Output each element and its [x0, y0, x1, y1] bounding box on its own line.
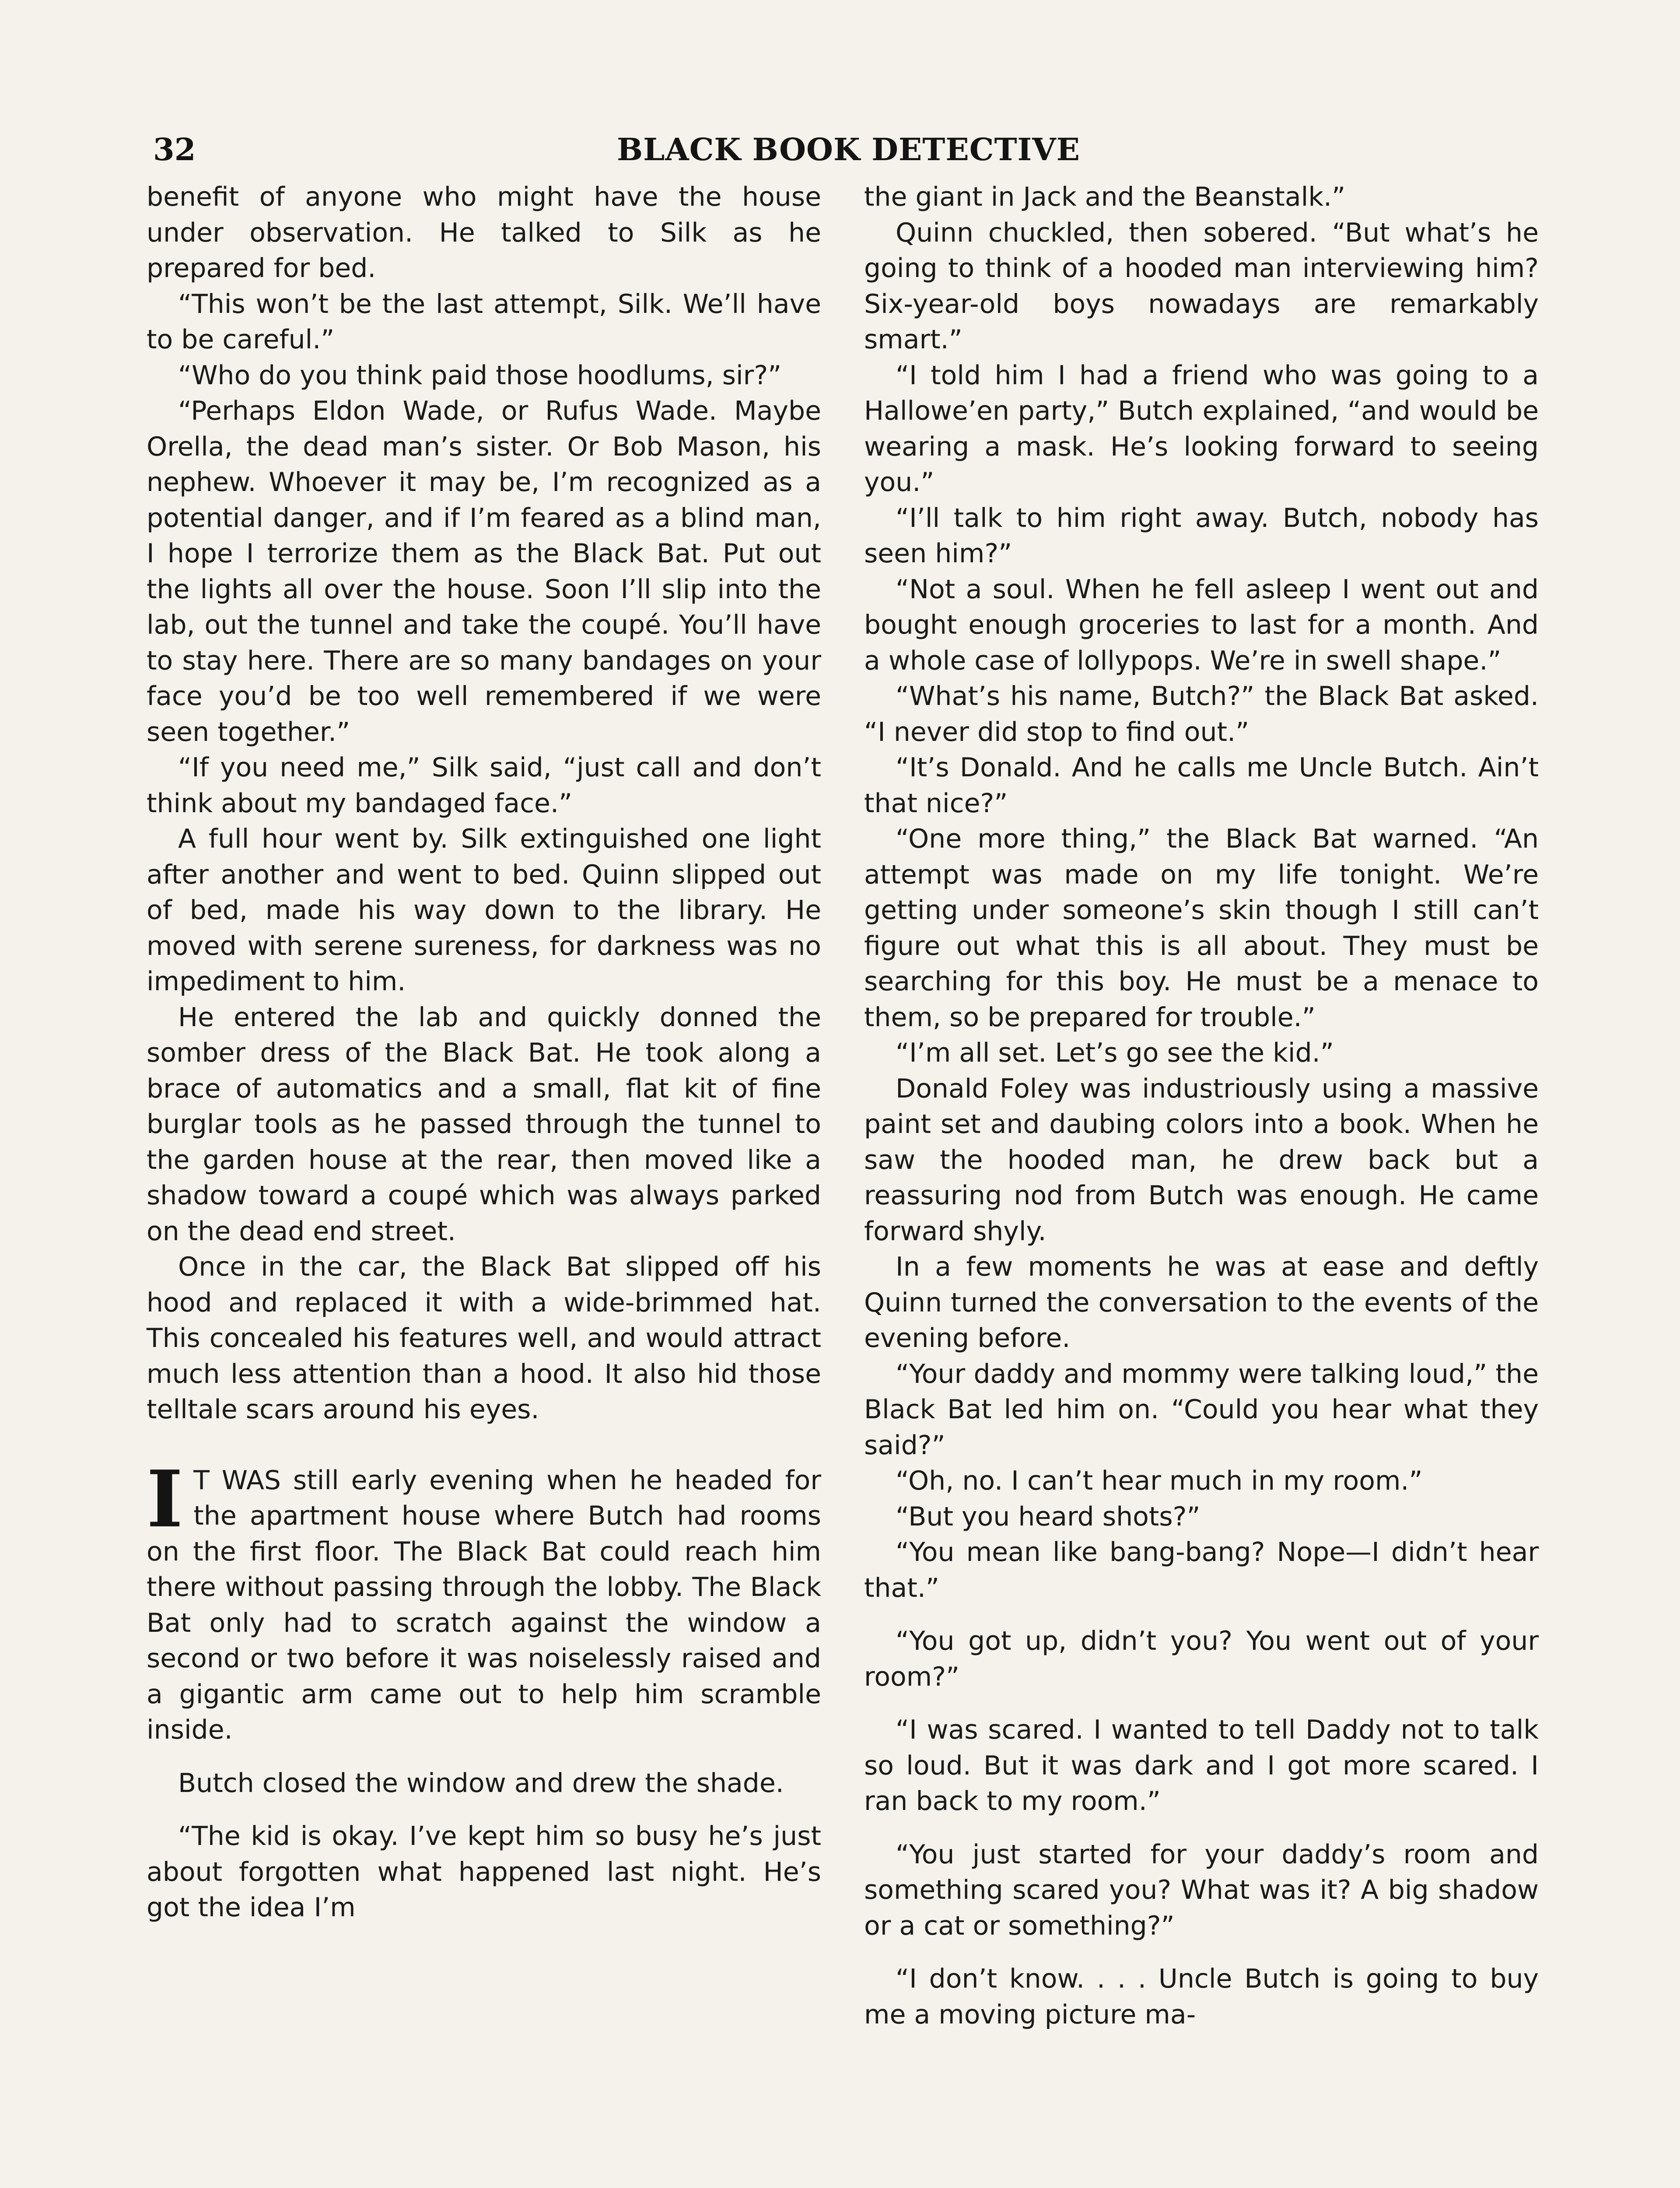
paragraph: “But you heard shots?”	[896, 1501, 1200, 1532]
paragraph: In a few moments he was at ease and deftly Quinn turned the conversation to the events of the evening before.	[864, 1252, 1539, 1353]
paragraph: the giant in Jack and the Beanstalk.”	[864, 182, 1346, 212]
paragraph: “Perhaps Eldon Wade, or Rufus Wade. Maybe Orella, the dead man’s sister. Or Bob Mason, his nephew. Whoever it may be, I’m recognized as a potential danger, and if I’m feared as a blind man, I hope I terrorize them as the Black Bat. Put out the lights all over the house. Soon I’ll slip into the lab, out the tunnel and take the coupé. You’ll have to stay here. There are so many bandages on your face you’d be too well remembered if we were seen together.”	[147, 396, 821, 747]
paragraph: “Oh, no. I can’t hear much in my room.”	[896, 1466, 1423, 1496]
paragraph: benefit of anyone who might have the house under observation. He talked to Silk as he prepared for bed.	[147, 182, 821, 284]
paragraph: Quinn chuckled, then sobered. “But what’s he going to think of a hooded man interviewing him? Six-year-old boys nowadays are remarkably smart.”	[864, 217, 1539, 355]
paragraph: “You mean like bang-bang? Nope—I didn’t hear that.”	[864, 1537, 1539, 1603]
paragraph: Butch closed the window and drew the shade.	[178, 1767, 784, 1799]
paragraph: “If you need me,” Silk said, “just call and don’t think about my bandaged face.”	[147, 752, 821, 819]
paragraph-text: T WAS still early evening when he headed for the apartment house where Butch had rooms on the first floor. The Black Bat could reach him there without passing through the lobby. The Black Bat only had to scratch against the window a second or two before it was noiselessly raised and a gigantic arm came out to help him scramble inside.	[147, 1465, 821, 1745]
paragraph: “One more thing,” the Black Bat warned. “An attempt was made on my life tonight. We’re getting under someone’s skin though I still can’t figure out what this is all about. They must be searching for this boy. He must be a menace to them, so be prepared for trouble.”	[864, 824, 1539, 1033]
paragraph: “You just started for your daddy’s room and something scared you? What was it? A big shadow or a cat or something?”	[864, 1839, 1539, 1941]
paragraph: Donald Foley was industriously using a massive paint set and daubing colors into a book. When he saw the hooded man, he drew back but a reassuring nod from Butch was enough. He came forward shyly.	[864, 1073, 1539, 1247]
left-text-column	[147, 179, 821, 1926]
paragraph: “What’s his name, Butch?” the Black Bat asked. “I never did stop to find out.”	[864, 681, 1539, 747]
paragraph: “I don’t know. . . . Uncle Butch is going to buy me a moving picture ma-	[864, 1964, 1539, 2030]
page-number: 32	[153, 131, 196, 168]
section-opening-paragraph	[147, 1453, 821, 1748]
paragraph: “I told him I had a friend who was going to a Hallowe’en party,” Butch explained, “and would be wearing a mask. He’s looking forward to seeing you.”	[864, 360, 1539, 498]
paragraph: “Your daddy and mommy were talking loud,” the Black Bat led him on. “Could you hear what they said?”	[864, 1358, 1539, 1461]
paragraph: “The kid is okay. I’ve kept him so busy he’s just about forgotten what happened last night. He’s got the idea I’m	[147, 1821, 821, 1923]
paragraph: “Who do you think paid those hoodlums, sir?”	[178, 360, 782, 391]
right-text-column	[864, 179, 1539, 2033]
paragraph: “I’m all set. Let’s go see the kid.”	[896, 1038, 1334, 1068]
paragraph: “You got up, didn’t you? You went out of your room?”	[864, 1626, 1539, 1692]
page-header	[147, 131, 1542, 175]
paragraph: “I’ll talk to him right away. Butch, nobody has seen him?”	[864, 502, 1539, 569]
drop-cap-initial: I	[147, 1453, 183, 1545]
paragraph: “Not a soul. When he fell asleep I went out and bought enough groceries to last for a month. And a whole case of lollypops. We’re in swell shape.”	[864, 574, 1539, 676]
paragraph: Once in the car, the Black Bat slipped off his hood and replaced it with a wide-brimmed hat. This concealed his features well, and would attract much less attention than a hood. It also hid those telltale scars around his eyes.	[147, 1252, 821, 1425]
paragraph: “This won’t be the last attempt, Silk. We’ll have to be careful.”	[147, 288, 821, 355]
paragraph: “I was scared. I wanted to tell Daddy not to talk so loud. But it was dark and I got more scared. I ran back to my room.”	[864, 1715, 1539, 1816]
running-head: BLACK BOOK DETECTIVE	[617, 131, 1080, 168]
paragraph: A full hour went by. Silk extinguished one light after another and went to bed. Quinn slipped out of bed, made his way down to the library. He moved with serene sureness, for darkness was no impediment to him.	[147, 824, 821, 997]
paragraph: “It’s Donald. And he calls me Uncle Butch. Ain’t that nice?”	[864, 752, 1539, 819]
paragraph: He entered the lab and quickly donned the somber dress of the Black Bat. He took along a brace of automatics and a small, flat kit of fine burglar tools as he passed through the tunnel to the garden house at the rear, then moved like a shadow toward a coupé which was always parked on the dead end street.	[147, 1002, 821, 1247]
